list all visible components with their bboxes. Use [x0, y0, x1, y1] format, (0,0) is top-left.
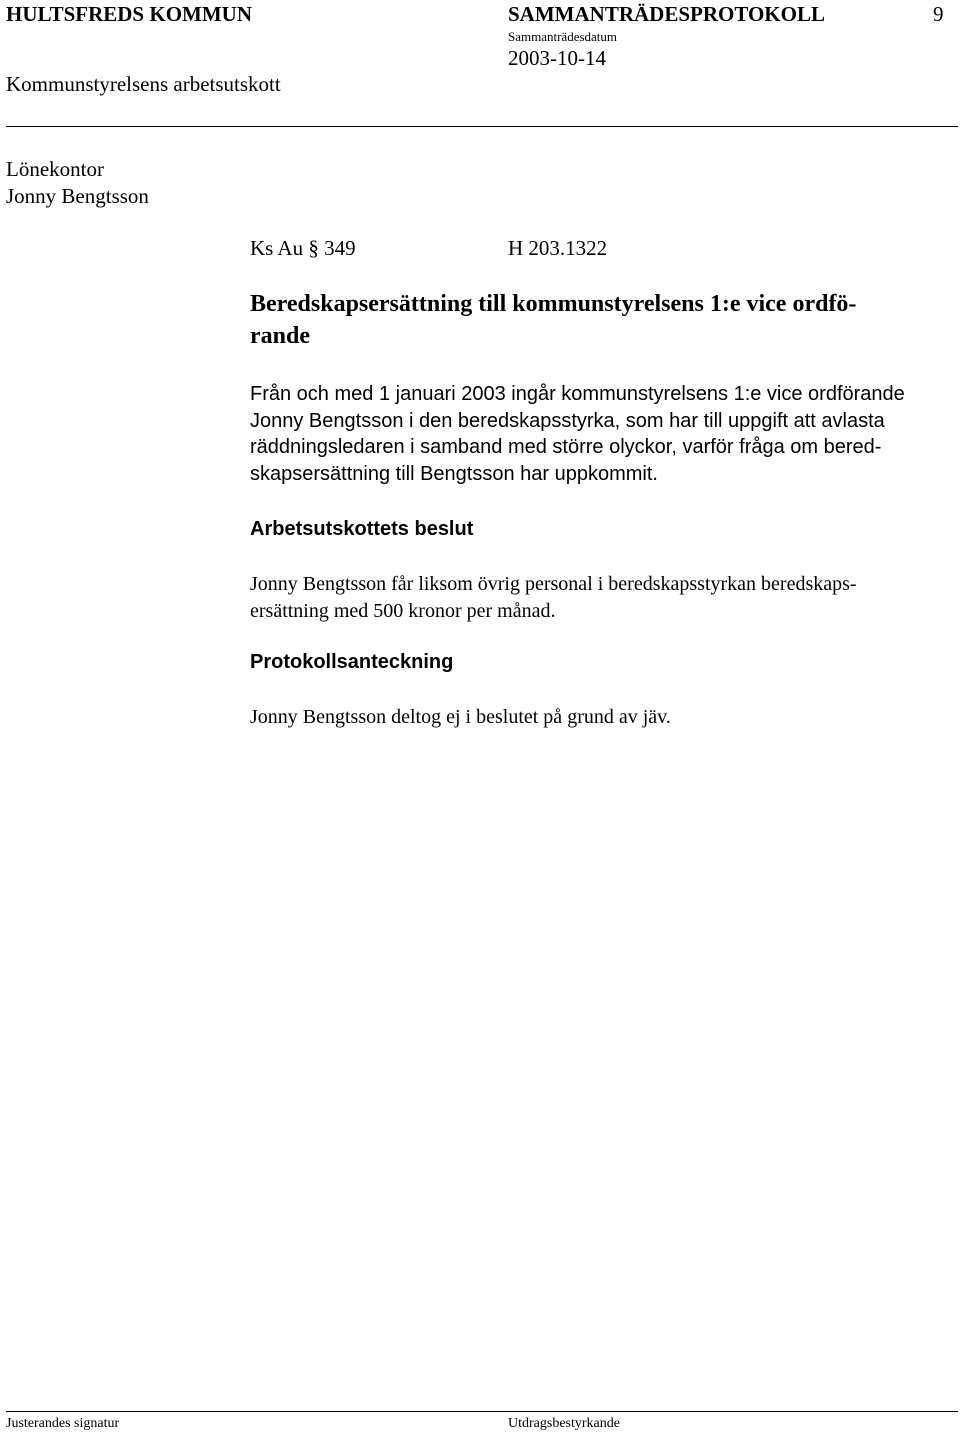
date-label: Sammanträdesdatum — [508, 29, 618, 44]
signature-label: Justerandes signatur — [6, 1416, 120, 1431]
decision-paragraph — [250, 571, 958, 624]
header-divider — [6, 126, 958, 127]
note-paragraph — [250, 704, 958, 731]
item-title-line: rande — [250, 323, 310, 349]
note-heading: Protokollsanteckning — [250, 651, 454, 673]
paragraph-line: Jonny Bengtsson deltog ej i beslutet på grund av jäv. — [250, 706, 671, 728]
recipient-department: Lönekontor — [6, 157, 104, 181]
committee-name: Kommunstyrelsens arbetsutskott — [6, 72, 281, 96]
certification-label: Utdragsbestyrkande — [508, 1416, 620, 1431]
document-type: SAMMANTRÄDESPROTOKOLL — [508, 2, 825, 26]
recipient-person: Jonny Bengtsson — [6, 184, 149, 208]
paragraph-line: räddningsledaren i samband med större olyckor, varför fråga om bered- — [250, 436, 882, 458]
intro-paragraph — [250, 381, 958, 487]
meeting-date: 2003-10-14 — [508, 46, 606, 70]
organization-name: HULTSFREDS KOMMUN — [6, 2, 253, 26]
item-title — [250, 288, 856, 352]
case-reference: Ks Au § 349 — [250, 236, 356, 260]
paragraph-line: Jonny Bengtsson får liksom övrig personal i beredskapsstyrkan beredskaps- — [250, 573, 857, 595]
paragraph-line: Jonny Bengtsson i den beredskapsstyrka, som har till uppgift att avlasta — [250, 409, 885, 432]
paragraph-line: skapsersättning till Bengtsson har uppkommit. — [250, 462, 658, 485]
paragraph-line: ersättning med 500 kronor per månad. — [250, 599, 556, 622]
footer-divider — [6, 1411, 958, 1412]
item-title-line: Beredskapsersättning till kommunstyrelsens 1:e vice ordfö- — [250, 291, 857, 317]
case-number: H 203.1322 — [508, 236, 608, 260]
paragraph-line: Från och med 1 januari 2003 ingår kommunstyrelsens 1:e vice ordförande — [250, 383, 905, 405]
page-number: 9 — [933, 2, 944, 26]
decision-heading: Arbetsutskottets beslut — [250, 518, 474, 540]
